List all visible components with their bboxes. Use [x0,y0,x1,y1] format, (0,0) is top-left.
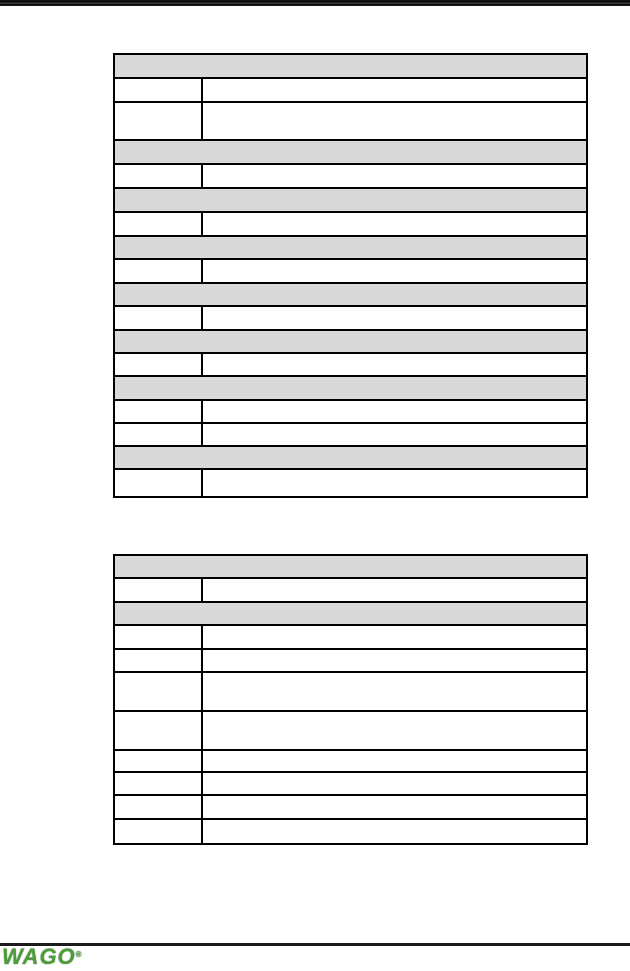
row-label-cell [115,673,203,710]
table-section-header-row [115,284,586,307]
row-value-cell [203,424,586,445]
table-data-row [115,260,586,284]
row-value-cell [203,796,586,818]
table-section-header-row [115,377,586,401]
row-value-cell [203,354,586,375]
table-section-header-row [115,603,586,626]
table-data-row [115,103,586,141]
row-label-cell [115,307,203,329]
table-data-row [115,673,586,712]
table-data-row [115,579,586,603]
footer-rule [0,943,630,946]
table-section-header-row [115,237,586,260]
table-data-row [115,820,586,843]
row-label-cell [115,213,203,235]
row-value-cell [203,213,586,235]
row-value-cell [203,820,586,843]
row-label-cell [115,79,203,101]
table-data-row [115,401,586,424]
row-label-cell [115,751,203,771]
row-label-cell [115,470,203,496]
table-data-row [115,165,586,189]
document-table-1 [113,53,588,498]
row-value-cell [203,773,586,794]
row-value-cell [203,79,586,101]
top-rule-bar [0,0,630,6]
table-section-header-row [115,55,586,79]
row-label-cell [115,796,203,818]
row-label-cell [115,626,203,648]
row-label-cell [115,820,203,843]
row-value-cell [203,307,586,329]
row-value-cell [203,260,586,282]
row-label-cell [115,579,203,601]
table-data-row [115,307,586,331]
row-label-cell [115,401,203,422]
table-section-header-row [115,556,586,579]
table-data-row [115,712,586,751]
table-section-header-row [115,331,586,354]
table-data-row [115,424,586,447]
table-data-row [115,470,586,496]
row-value-cell [203,650,586,671]
table-data-row [115,79,586,103]
row-label-cell [115,773,203,794]
row-label-cell [115,650,203,671]
row-label-cell [115,424,203,445]
table-data-row [115,773,586,796]
table-section-header-row [115,189,586,213]
row-label-cell [115,103,203,139]
table-data-row [115,796,586,820]
table-section-header-row [115,447,586,470]
table-section-header-row [115,141,586,165]
table-data-row [115,354,586,377]
row-label-cell [115,165,203,187]
table-data-row [115,751,586,773]
row-label-cell [115,712,203,749]
row-value-cell [203,626,586,648]
document-table-2 [113,554,588,845]
registered-trademark-icon: ® [75,950,82,959]
table-data-row [115,650,586,673]
wago-logo [2,945,82,969]
wago-logo-text: WAGO [2,944,76,969]
row-value-cell [203,579,586,601]
table-data-row [115,626,586,650]
row-value-cell [203,470,586,496]
row-value-cell [203,103,586,139]
row-label-cell [115,354,203,375]
row-value-cell [203,673,586,710]
row-label-cell [115,260,203,282]
row-value-cell [203,401,586,422]
row-value-cell [203,165,586,187]
table-data-row [115,213,586,237]
row-value-cell [203,751,586,771]
row-value-cell [203,712,586,749]
